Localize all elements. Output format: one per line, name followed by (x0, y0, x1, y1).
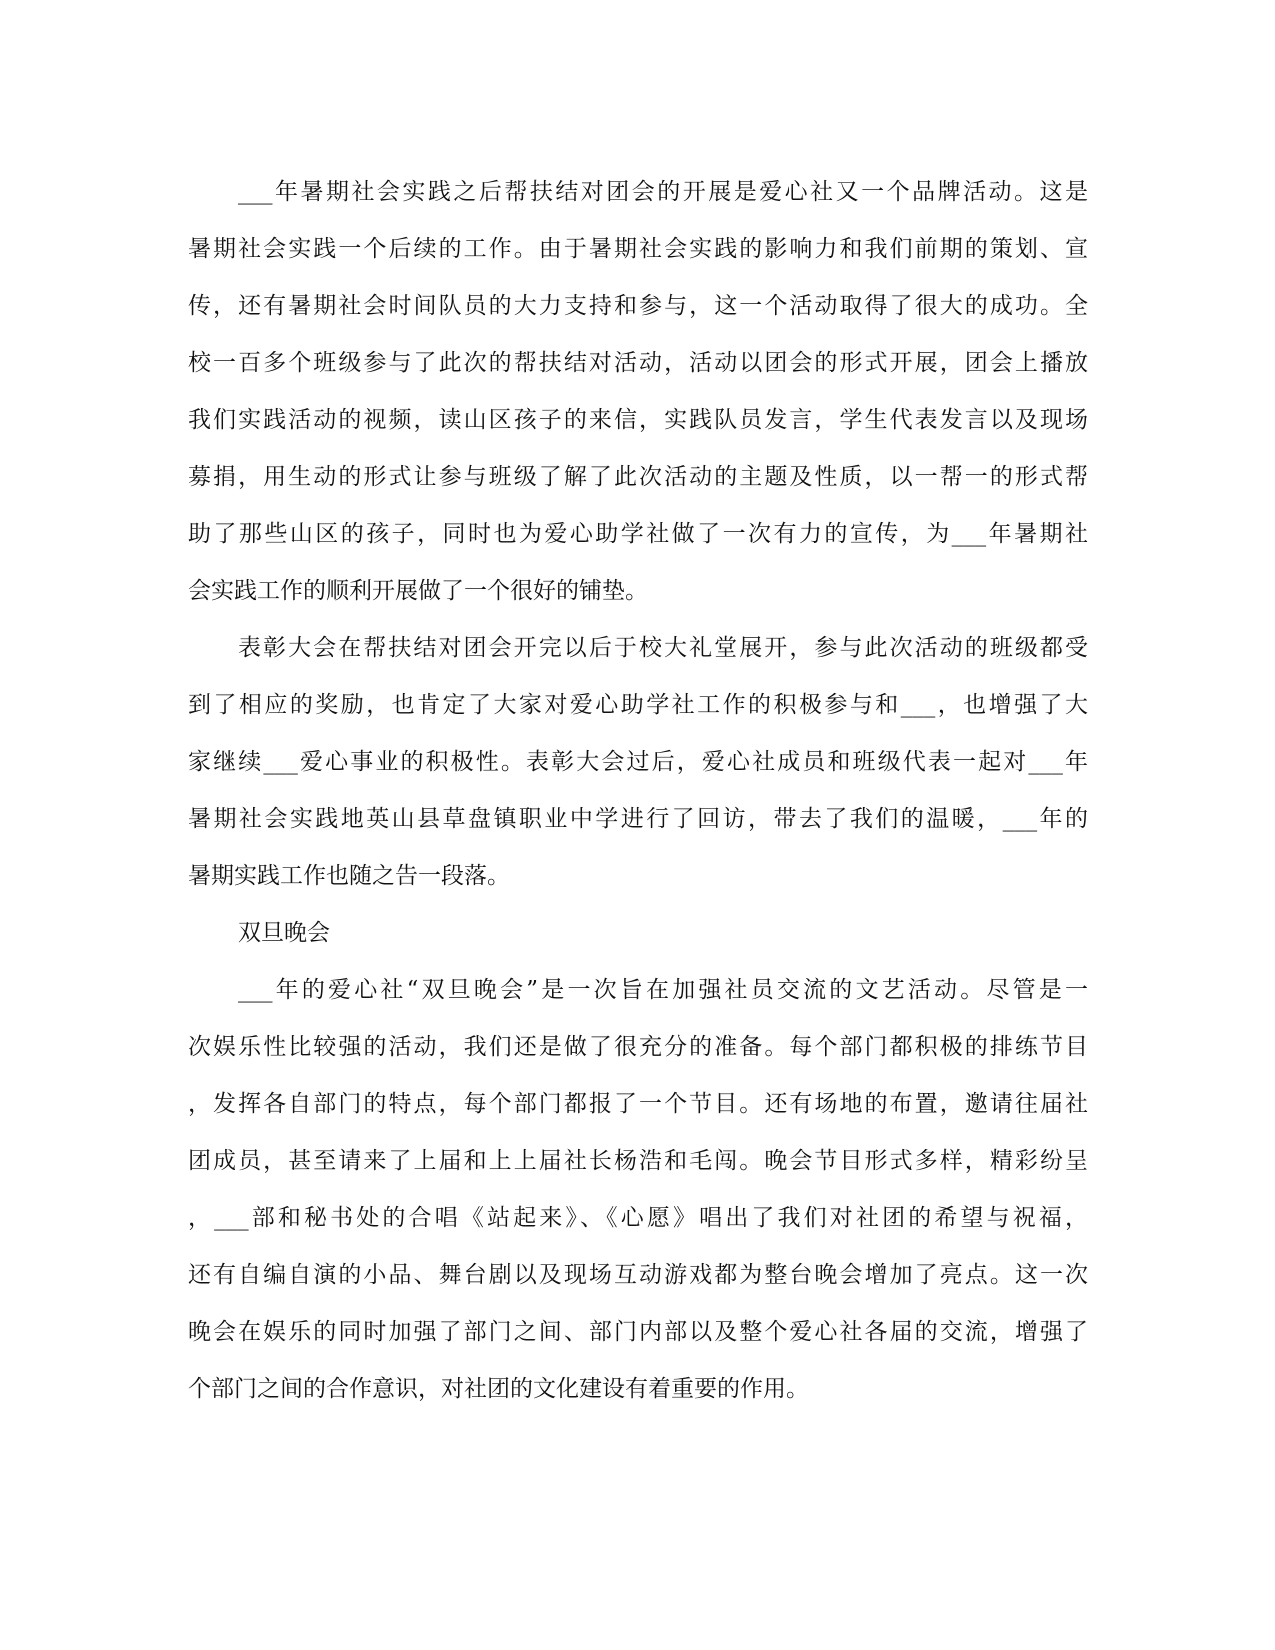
section-heading-new-year-party (188, 905, 1088, 962)
text-line: 到了相应的奖励，也肯定了大家对爱心助学社工作的积极参与和___，也增强了大 (188, 692, 1088, 718)
text-line: 我们实践活动的视频，读山区孩子的来信，实践队员发言，学生代表发言以及现场 (188, 407, 1088, 433)
paragraph-new-year-party (188, 962, 1088, 1418)
paragraph-commendation-meeting (188, 620, 1088, 905)
text-line: ___年的爱心社“双旦晚会”是一次旨在加强社员交流的文艺活动。尽管是一 (238, 977, 1088, 1003)
document-body (188, 164, 1088, 1418)
text-line: 暑期社会实践一个后续的工作。由于暑期社会实践的影响力和我们前期的策划、宣 (188, 236, 1088, 262)
text-line: 暑期实践工作也随之告一段落。 (188, 863, 510, 889)
text-line: 传，还有暑期社会时间队员的大力支持和参与，这一个活动取得了很大的成功。全 (188, 293, 1088, 319)
paragraph-summer-practice-followup (188, 164, 1088, 620)
text-line: 晚会在娱乐的同时加强了部门之间、部门内部以及整个爱心社各届的交流，增强了 (188, 1319, 1088, 1345)
text-line: ，___部和秘书处的合唱《站起来》、《心愿》唱出了我们对社团的希望与祝福， (188, 1205, 1088, 1231)
text-line: 助了那些山区的孩子，同时也为爱心助学社做了一次有力的宣传，为___年暑期社 (188, 521, 1088, 547)
text-line: 还有自编自演的小品、舞台剧以及现场互动游戏都为整台晚会增加了亮点。这一次 (188, 1262, 1088, 1288)
text-line: 次娱乐性比较强的活动，我们还是做了很充分的准备。每个部门都积极的排练节目 (188, 1034, 1088, 1060)
section-heading: 双旦晚会 (238, 920, 330, 946)
text-line: 表彰大会在帮扶结对团会开完以后于校大礼堂展开，参与此次活动的班级都受 (238, 635, 1088, 661)
text-line: 募捐，用生动的形式让参与班级了解了此次活动的主题及性质，以一帮一的形式帮 (188, 464, 1088, 490)
text-line: ，发挥各自部门的特点，每个部门都报了一个节目。还有场地的布置，邀请往届社 (188, 1091, 1088, 1117)
text-line: ___年暑期社会实践之后帮扶结对团会的开展是爱心社又一个品牌活动。这是 (238, 179, 1088, 205)
text-line: 会实践工作的顺利开展做了一个很好的铺垫。 (188, 578, 648, 604)
text-line: 暑期社会实践地英山县草盘镇职业中学进行了回访，带去了我们的温暖，___年的 (188, 806, 1088, 832)
text-line: 校一百多个班级参与了此次的帮扶结对活动，活动以团会的形式开展，团会上播放 (188, 350, 1088, 376)
text-line: 家继续___爱心事业的积极性。表彰大会过后，爱心社成员和班级代表一起对___年 (188, 749, 1088, 775)
text-line: 个部门之间的合作意识，对社团的文化建设有着重要的作用。 (188, 1376, 809, 1402)
text-line: 团成员，甚至请来了上届和上上届社长杨浩和毛闯。晚会节目形式多样，精彩纷呈 (188, 1148, 1088, 1174)
